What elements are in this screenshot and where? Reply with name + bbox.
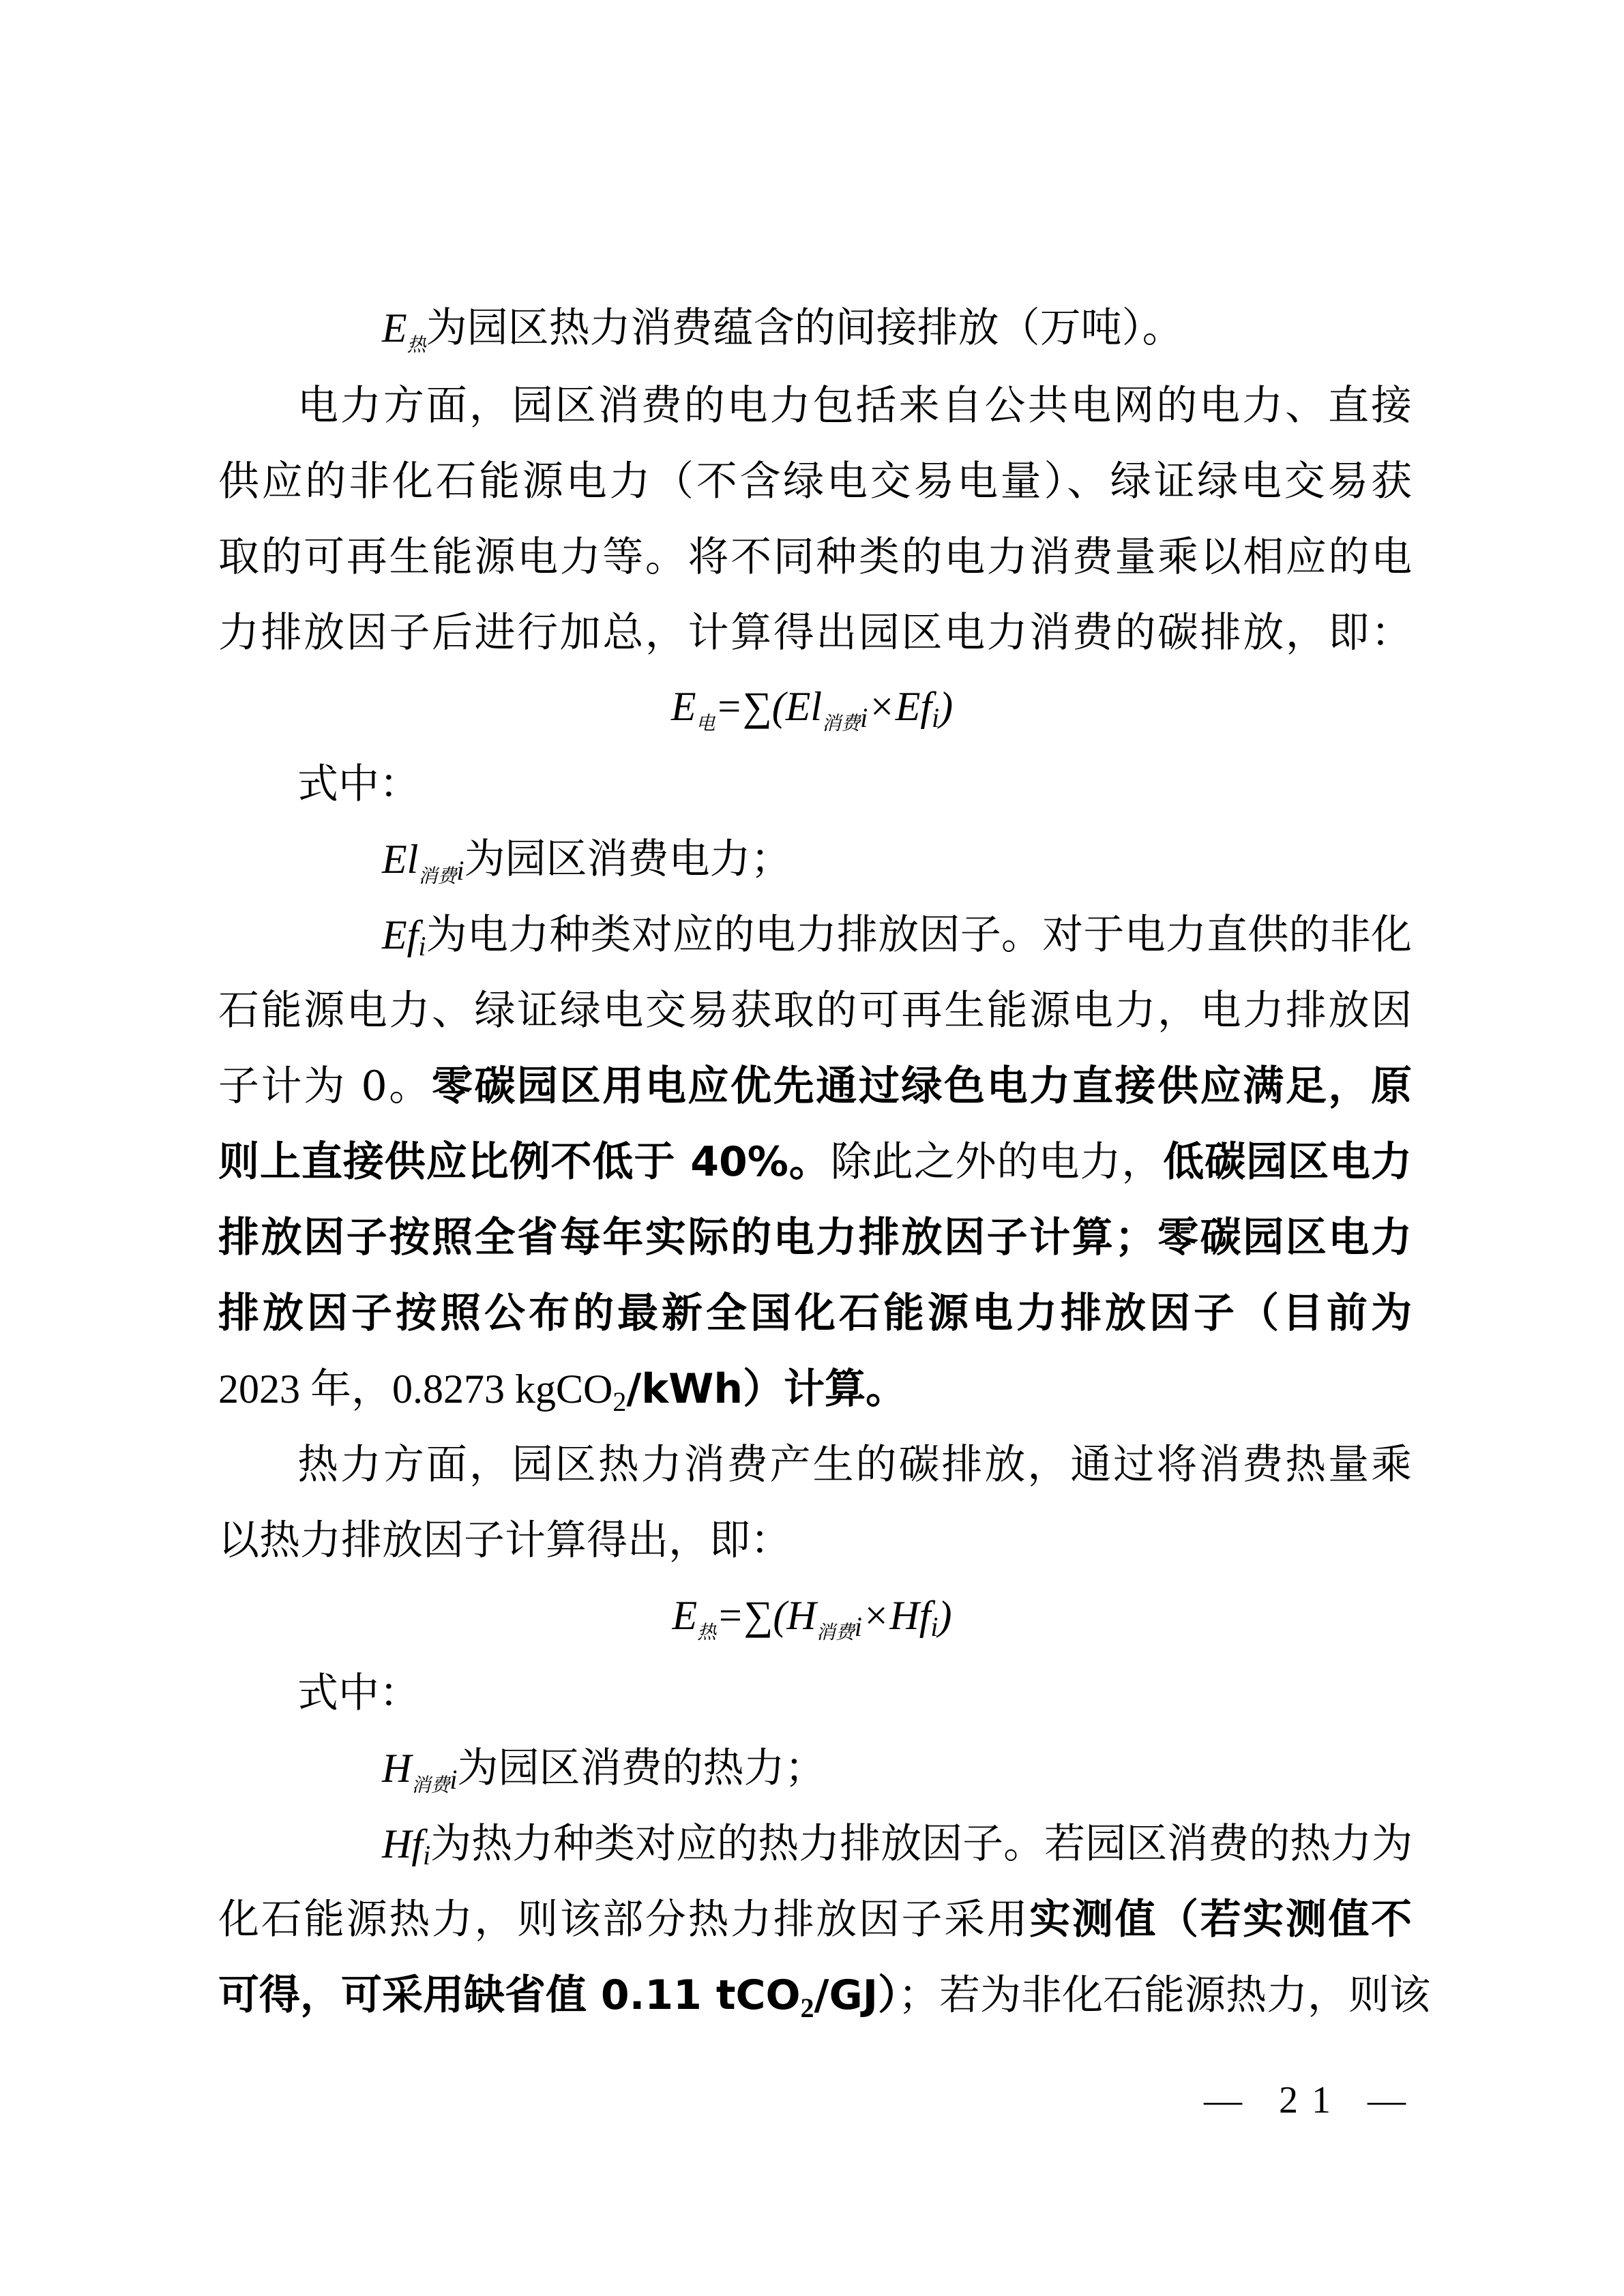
paragraph-line: 化石能源热力，则该部分热力排放因子采用实测值（若实测值不 — [218, 1896, 1413, 1943]
paragraph-line: 力排放因子后进行加总，计算得出园区电力消费的碳排放，即： — [218, 609, 1412, 657]
paragraph-line: 供应的非化石能源电力（不含绿电交易电量）、绿证绿电交易获 — [218, 458, 1412, 505]
text-line: 为园区热力消费蕴含的间接排放（万吨）。 — [426, 304, 1183, 352]
bold-text: 低碳园区电力 — [1163, 1138, 1413, 1186]
bold-text: 实测值（若实测值不 — [1029, 1896, 1413, 1943]
sub-heat: 热 — [407, 333, 426, 356]
paragraph-line: 以热力排放因子计算得出，即： — [218, 1517, 791, 1564]
label-where: 式中： — [297, 760, 420, 808]
definition-hf: Hfi为热力种类对应的热力排放因子。若园区消费的热力为 — [382, 1820, 1413, 1870]
definition-el: $El_{消费}i$为园区消费电力； — [382, 835, 792, 887]
paragraph-line: 热力方面，园区热力消费产生的碳排放，通过将消费热量乘 — [297, 1441, 1412, 1489]
formula-heat: $E_热=\sum(H_{消费}i\times Hfi)$ — [672, 1593, 952, 1643]
paragraph-line: 可得，可采用缺省值 0.11 tCO$_2$/GJ）；若为非化石能源热力，则该 — [218, 1971, 1431, 2023]
formula-electricity: $E_电=\sum(El_{消费}i\times Efi)$ — [670, 684, 954, 734]
bold-text: 零碳园区用电应优先通过绿色电力直接供应满足，原 — [431, 1062, 1413, 1110]
paragraph-line-bold: 排放因子按照公布的最新全国化石能源电力排放因子（目前为 — [218, 1289, 1412, 1337]
definition-e-heat — [382, 302, 1412, 371]
paragraph-line: 电力方面，园区消费的电力包括来自公共电网的电力、直接 — [297, 382, 1412, 430]
paragraph-line: 2023 年，0.8273 kgCO$_2$/kWh）计算。 — [218, 1365, 907, 1417]
definition-h: $H_{消费}i$为园区消费的热力； — [382, 1744, 826, 1796]
label-where: 式中： — [297, 1669, 420, 1717]
bold-text: 则上直接供应比例不低于 40%。 — [218, 1138, 831, 1186]
definition-ef: Efi为电力种类对应的电力排放因子。对于电力直供的非化 — [382, 911, 1412, 961]
paragraph-line: 石能源电力、绿证绿电交易获取的可再生能源电力，电力排放因 — [218, 987, 1412, 1034]
var-e: E — [382, 305, 407, 351]
paragraph-line: 取的可再生能源电力等。将不同种类的电力消费量乘以相应的电 — [218, 533, 1412, 581]
paragraph-line: 则上直接供应比例不低于 40%。除此之外的电力，低碳园区电力 — [218, 1138, 1413, 1186]
page-number: — 21 — — [1204, 2079, 1419, 2121]
paragraph-line-bold: 排放因子按照全省每年实际的电力排放因子计算；零碳园区电力 — [218, 1214, 1412, 1262]
paragraph-line: 子计为 0。零碳园区用电应优先通过绿色电力直接供应满足，原 — [218, 1062, 1413, 1110]
